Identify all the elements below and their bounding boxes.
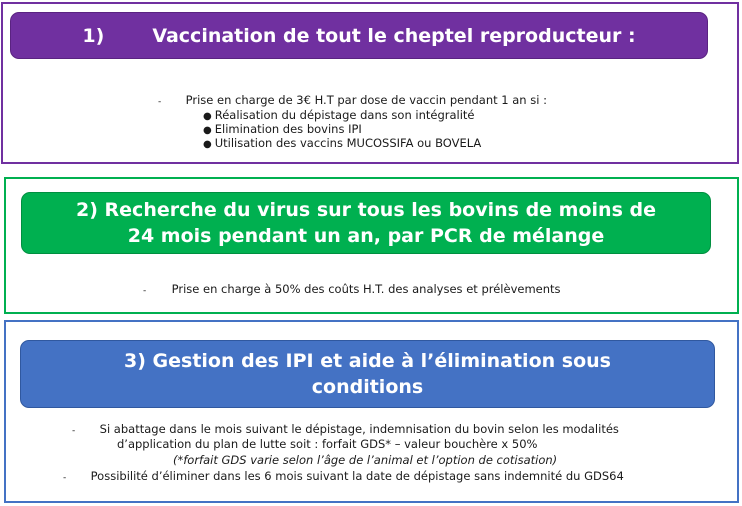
section-1-bullet-text: Elimination des bovins IPI: [214, 122, 362, 136]
section-3-item-2: [63, 469, 624, 485]
section-1-intro-text: Prise en charge de 3€ H.T par dose de vaccin pendant 1 an si :: [185, 93, 547, 107]
section-1-bullet-text: Utilisation des vaccins MUCOSSIFA ou BOVELA: [214, 136, 482, 150]
bullet-icon: ●: [203, 111, 212, 122]
section-3-item-1-line-2: d’application du plan de lutte soit : forfait GDS* – valeur bouchère x 50%: [117, 437, 538, 451]
section-2-title-line-2: 24 mois pendant un an, par PCR de mélange: [127, 225, 605, 247]
section-2-title-line-1: 2) Recherche du virus sur tous les bovins de moins de: [76, 199, 656, 221]
section-3-title-line-2: conditions: [311, 376, 424, 398]
section-1-intro: [158, 93, 547, 109]
section-3-title-line-1: 3) Gestion des IPI et aide à l’élimination sous: [124, 350, 611, 372]
bullet-icon: ●: [203, 139, 212, 150]
bullet-icon: ●: [203, 125, 212, 136]
section-1-banner: [10, 12, 708, 59]
section-3-banner: [20, 340, 715, 408]
section-3-item-1: [72, 422, 619, 438]
section-1-title: Vaccination de tout le cheptel reproducteur :: [152, 24, 636, 47]
section-3-item-1-line-1: Si abattage dans le mois suivant le dépistage, indemnisation du bovin selon les modalités: [99, 422, 619, 436]
section-3-dash: -: [63, 473, 67, 483]
section-3-dash: -: [72, 426, 76, 436]
section-1-number: 1): [82, 24, 105, 47]
section-2-banner: [21, 192, 711, 254]
section-3-note: (*forfait GDS varie selon l’âge de l’animal et l’option de cotisation): [173, 453, 558, 467]
section-2-item-text: Prise en charge à 50% des coûts H.T. des analyses et prélèvements: [171, 282, 561, 296]
section-1-dash: -: [158, 97, 162, 107]
section-2-item: [143, 282, 561, 298]
section-1-bullet-text: Réalisation du dépistage dans son intégralité: [214, 108, 475, 122]
section-1-bullet-3: [203, 136, 481, 152]
section-3-item-2-text: Possibilité d’éliminer dans les 6 mois suivant la date de dépistage sans indemnité du GDS64: [90, 469, 624, 483]
section-2-dash: -: [143, 286, 147, 296]
